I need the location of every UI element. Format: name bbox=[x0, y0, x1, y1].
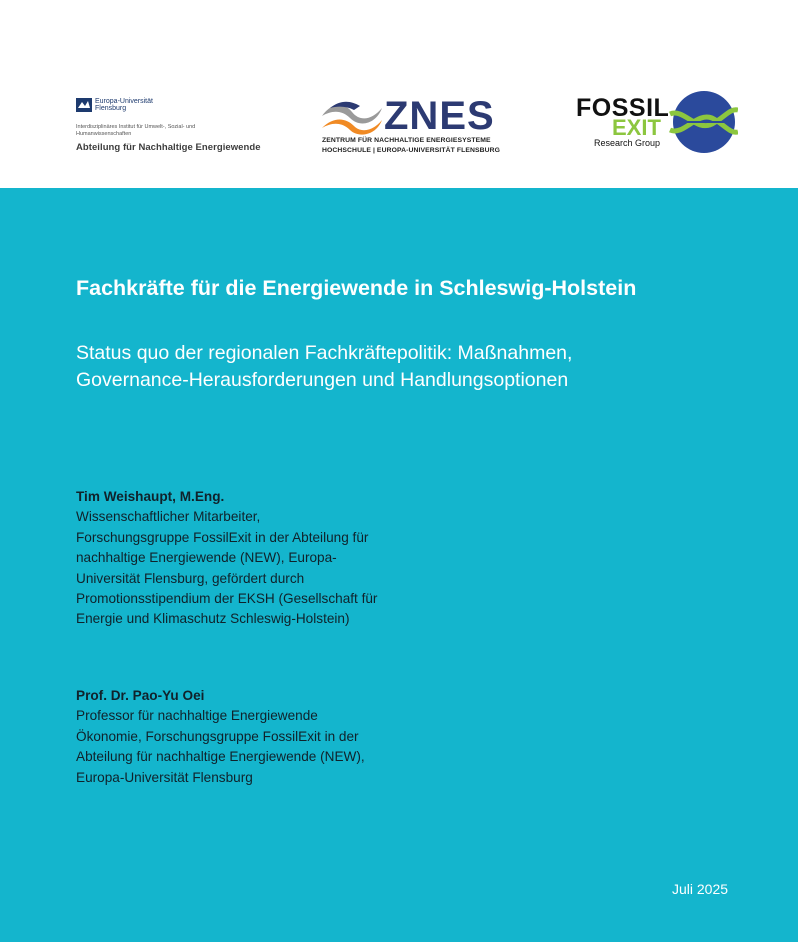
author-affiliation-line: Ökonomie, Forschungsgruppe FossilExit in der bbox=[76, 728, 359, 744]
euf-name-line2: Flensburg bbox=[95, 105, 127, 112]
author-affiliation-line: Wissenschaftlicher Mitarbeiter, bbox=[76, 509, 261, 525]
author-affiliation-line: nachhaltige Energiewende (NEW), Europa- bbox=[76, 550, 337, 566]
euf-logo bbox=[76, 98, 276, 153]
euf-institute: Interdisziplinäres Institut für Umwelt-, Sozial- und Humanwissenschaften bbox=[76, 124, 196, 137]
report-subtitle bbox=[76, 340, 716, 394]
report-title: Fachkräfte für die Energiewende in Schleswig-Holstein bbox=[76, 276, 637, 300]
subtitle-line: Governance-Herausforderungen und Handlungsoptionen bbox=[76, 369, 569, 391]
euf-name-line1: Europa-Universität bbox=[95, 98, 153, 105]
znes-wordmark: ZNES bbox=[384, 94, 495, 138]
author-affiliation-line: Energie und Klimaschutz Schleswig-Holstein) bbox=[76, 611, 350, 627]
author-block-weishaupt bbox=[76, 487, 436, 630]
euf-department: Abteilung für Nachhaltige Energiewende bbox=[76, 142, 261, 153]
euf-emblem-icon bbox=[76, 98, 92, 112]
author-name: Tim Weishaupt, M.Eng. bbox=[76, 489, 225, 504]
fossilexit-tagline: Research Group bbox=[594, 138, 661, 148]
fossilexit-word-fossil: FOSSIL bbox=[576, 94, 670, 122]
author-name: Prof. Dr. Pao-Yu Oei bbox=[76, 688, 205, 703]
znes-subtitle-line1: ZENTRUM FÜR NACHHALTIGE ENERGIESYSTEME bbox=[322, 137, 491, 144]
publication-date: Juli 2025 bbox=[672, 881, 729, 897]
author-affiliation-line: Abteilung für nachhaltige Energiewende (NEW), bbox=[76, 749, 365, 765]
author-affiliation-line: Promotionsstipendium der EKSH (Gesellschaft für bbox=[76, 591, 378, 607]
fossilexit-word-exit: EXIT bbox=[612, 115, 661, 140]
euf-name bbox=[95, 98, 153, 112]
logo-header bbox=[0, 0, 800, 188]
author-block-oei bbox=[76, 686, 436, 788]
fossilexit-globe-icon bbox=[668, 88, 738, 156]
author-affiliation-line: Forschungsgruppe FossilExit in der Abteilung für bbox=[76, 529, 369, 545]
author-affiliation-line: Universität Flensburg, gefördert durch bbox=[76, 570, 305, 586]
subtitle-line: Status quo der regionalen Fachkräftepolitik: Maßnahmen, bbox=[76, 342, 573, 364]
znes-swoosh-icon bbox=[320, 98, 384, 136]
author-affiliation-line: Europa-Universität Flensburg bbox=[76, 769, 253, 785]
fossilexit-logo bbox=[576, 88, 746, 156]
author-affiliation-line: Professor für nachhaltige Energiewende bbox=[76, 708, 318, 724]
znes-subtitle-line2: HOCHSCHULE | EUROPA-UNIVERSITÄT FLENSBURG bbox=[322, 147, 501, 154]
